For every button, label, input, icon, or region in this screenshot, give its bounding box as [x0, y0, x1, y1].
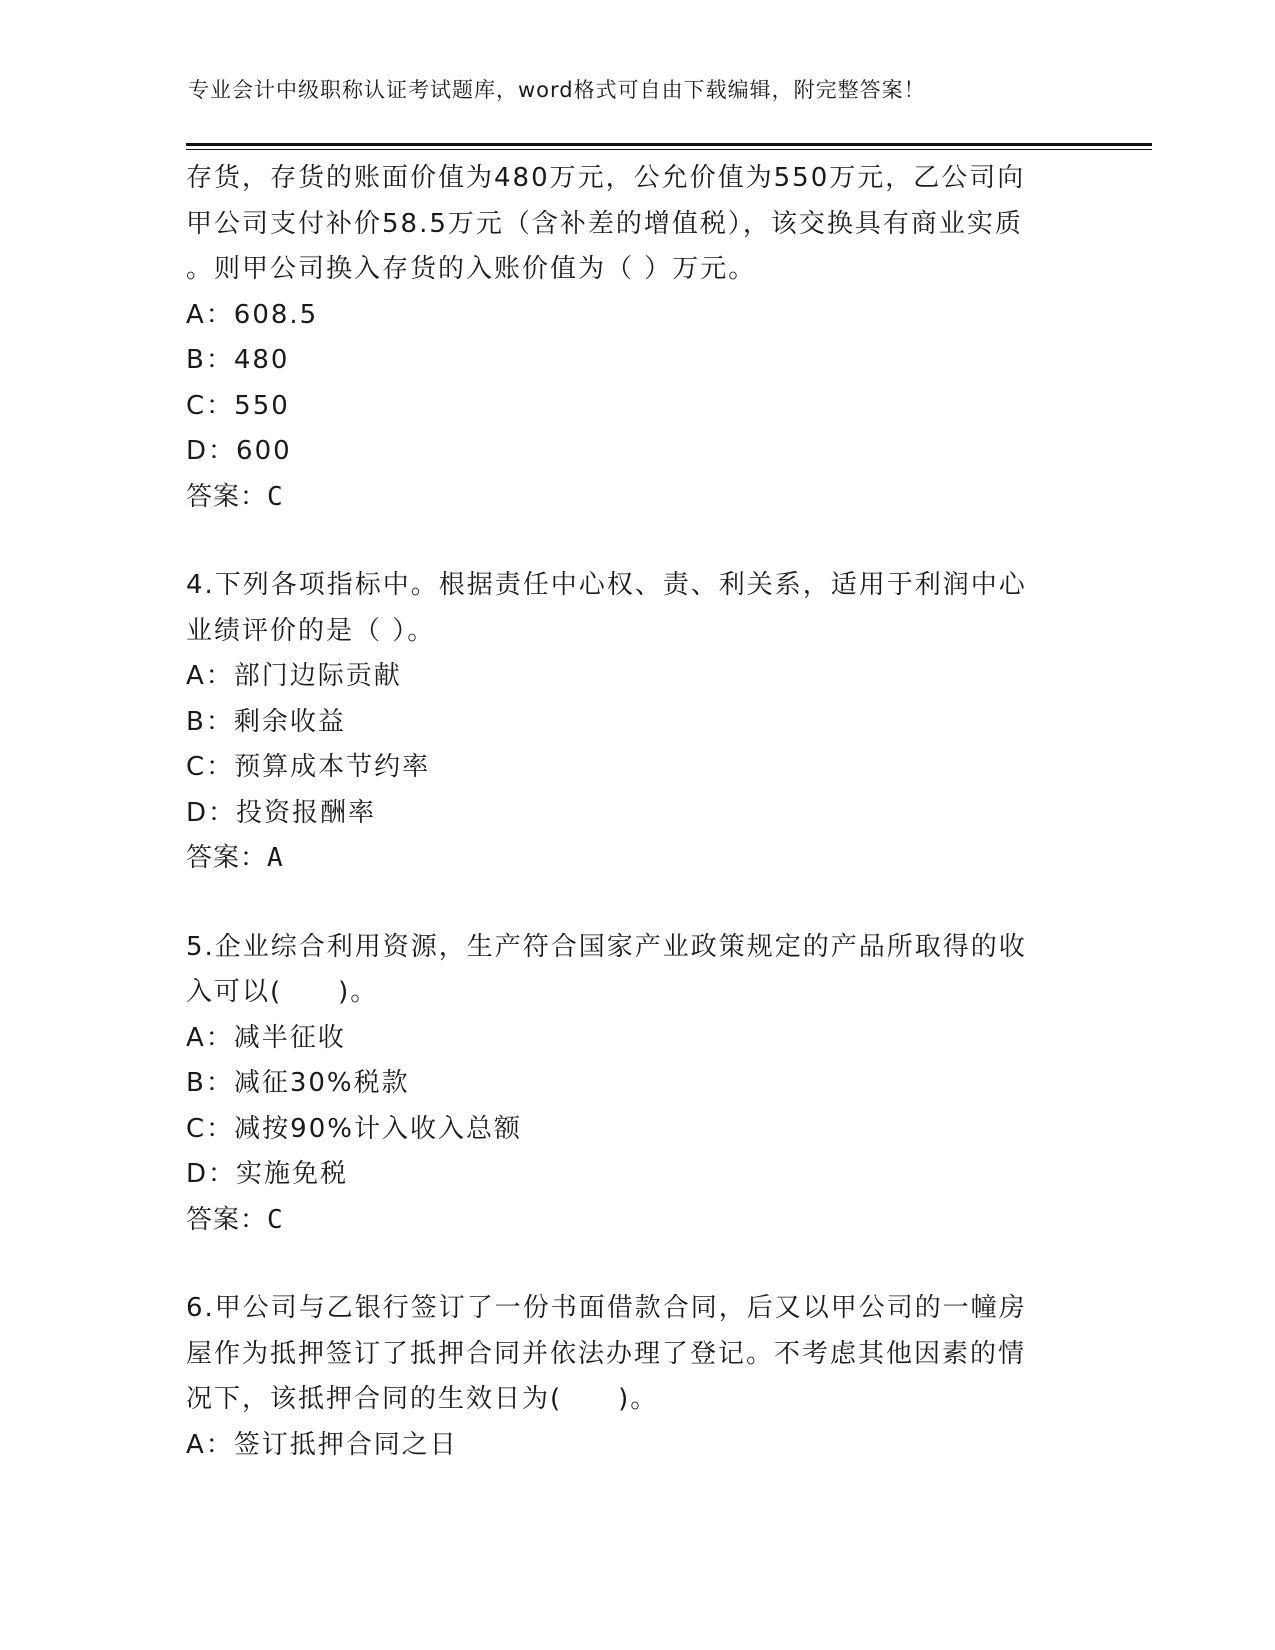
- option-c: C：减按90%计入收入总额: [186, 1113, 522, 1144]
- header-divider: [186, 143, 1152, 150]
- question-text-line: 。则甲公司换入存货的入账价值为（ ）万元。: [186, 254, 757, 284]
- question-text-line: 屋作为抵押签订了抵押合同并依法办理了登记。不考虑其他因素的情: [186, 1338, 1027, 1369]
- answer-value: A: [267, 843, 284, 873]
- page-header: 专业会计中级职称认证考试题库，word格式可自由下载编辑，附完整答案！: [188, 78, 926, 102]
- option-d: D：600: [186, 436, 292, 466]
- option-c: C：550: [186, 390, 290, 421]
- option-b: B：减征30%税款: [186, 1068, 410, 1098]
- option-a: A：部门边际贡献: [186, 661, 402, 691]
- question-text-line: 存货，存货的账面价值为480万元，公允价值为550万元，乙公司向: [186, 163, 1026, 193]
- option-b: B：剩余收益: [186, 706, 346, 737]
- question-3-continued: [186, 156, 1086, 520]
- option-a: A：减半征收: [186, 1022, 346, 1053]
- question-content: [186, 156, 1086, 1468]
- answer-value: C: [267, 481, 284, 512]
- answer-label: 答案：: [186, 843, 268, 873]
- question-5: [186, 925, 1086, 1244]
- answer-line: [186, 836, 1086, 882]
- question-text-line: 5.企业综合利用资源，生产符合国家产业政策规定的产品所取得的收: [186, 931, 1027, 962]
- question-text-line: 业绩评价的是（ ）。: [186, 615, 436, 646]
- option-c: C：预算成本节约率: [186, 752, 431, 782]
- question-text-line: 入可以( )。: [186, 977, 379, 1007]
- question-text-line: 况下，该抵押合同的生效日为( )。: [186, 1384, 659, 1414]
- question-text-line: 6.甲公司与乙银行签订了一份书面借款合同，后又以甲公司的一幢房: [186, 1293, 1027, 1323]
- question-text-line: 甲公司支付补价58.5万元（含补差的增值税），该交换具有商业实质: [186, 208, 1023, 239]
- question-6: [186, 1286, 1086, 1468]
- answer-label: 答案：: [186, 481, 268, 512]
- answer-label: 答案：: [186, 1204, 268, 1235]
- question-4: [186, 563, 1086, 882]
- answer-line: [186, 475, 1086, 521]
- option-a: A：608.5: [186, 299, 319, 330]
- question-text-line: 4.下列各项指标中。根据责任中心权、责、利关系，适用于利润中心: [186, 570, 1027, 600]
- option-d: D：实施免税: [186, 1159, 349, 1189]
- option-a: A：签订抵押合同之日: [186, 1429, 458, 1460]
- answer-value: C: [267, 1204, 284, 1235]
- option-d: D：投资报酬率: [186, 797, 377, 828]
- answer-line: [186, 1198, 1086, 1244]
- option-b: B：480: [186, 345, 290, 375]
